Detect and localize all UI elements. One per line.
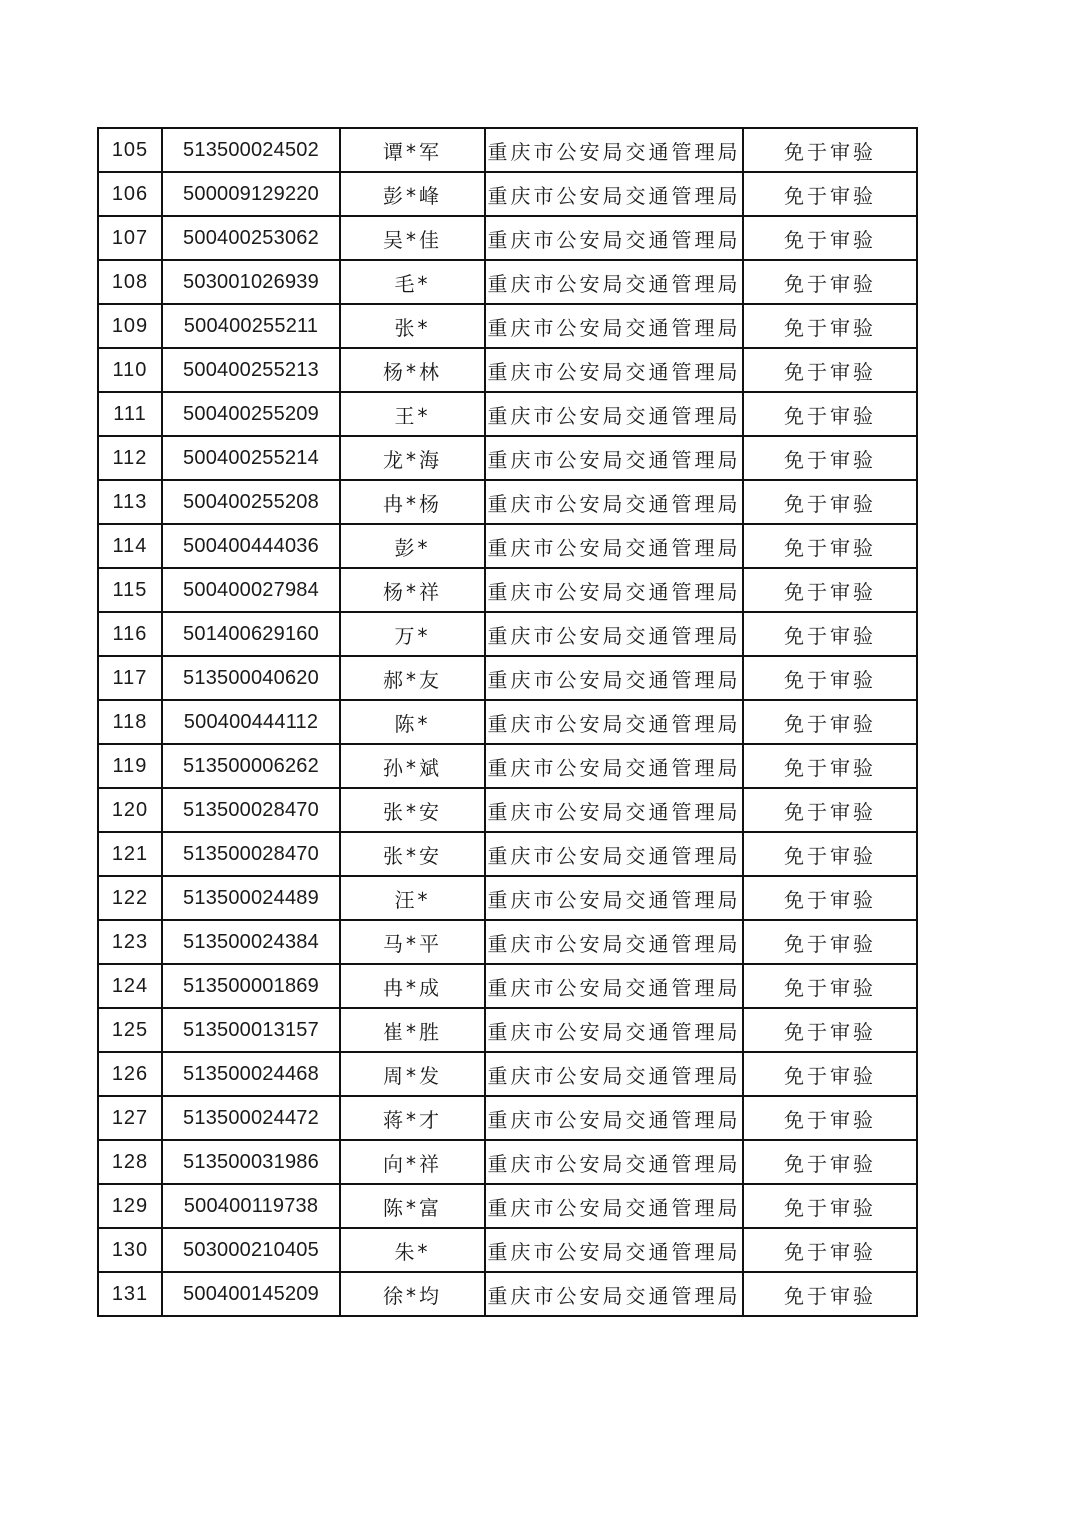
issuing-authority-cell: 重庆市公安局交通管理局 xyxy=(485,480,743,524)
issuing-authority-cell: 重庆市公安局交通管理局 xyxy=(485,1228,743,1272)
issuing-authority-cell: 重庆市公安局交通管理局 xyxy=(485,832,743,876)
sequence-number-cell: 129 xyxy=(98,1184,162,1228)
issuing-authority-cell: 重庆市公安局交通管理局 xyxy=(485,216,743,260)
holder-name-cell: 毛* xyxy=(340,260,485,304)
license-number-cell: 500400119738 xyxy=(162,1184,340,1228)
review-status-cell: 免于审验 xyxy=(743,612,917,656)
sequence-number-cell: 125 xyxy=(98,1008,162,1052)
license-number-cell: 513500006262 xyxy=(162,744,340,788)
issuing-authority-cell: 重庆市公安局交通管理局 xyxy=(485,612,743,656)
table-row xyxy=(98,1184,917,1228)
license-number-cell: 500400255211 xyxy=(162,304,340,348)
issuing-authority-cell: 重庆市公安局交通管理局 xyxy=(485,172,743,216)
issuing-authority-cell: 重庆市公安局交通管理局 xyxy=(485,568,743,612)
review-status-cell: 免于审验 xyxy=(743,524,917,568)
holder-name-cell: 谭*军 xyxy=(340,128,485,172)
issuing-authority-cell: 重庆市公安局交通管理局 xyxy=(485,876,743,920)
sequence-number-cell: 112 xyxy=(98,436,162,480)
holder-name-cell: 孙*斌 xyxy=(340,744,485,788)
license-number-cell: 513500031986 xyxy=(162,1140,340,1184)
holder-name-cell: 张* xyxy=(340,304,485,348)
license-number-cell: 500400255214 xyxy=(162,436,340,480)
holder-name-cell: 杨*祥 xyxy=(340,568,485,612)
sequence-number-cell: 119 xyxy=(98,744,162,788)
license-number-cell: 500400255208 xyxy=(162,480,340,524)
sequence-number-cell: 120 xyxy=(98,788,162,832)
review-status-cell: 免于审验 xyxy=(743,436,917,480)
issuing-authority-cell: 重庆市公安局交通管理局 xyxy=(485,700,743,744)
holder-name-cell: 马*平 xyxy=(340,920,485,964)
issuing-authority-cell: 重庆市公安局交通管理局 xyxy=(485,348,743,392)
sequence-number-cell: 127 xyxy=(98,1096,162,1140)
table-row xyxy=(98,788,917,832)
issuing-authority-cell: 重庆市公安局交通管理局 xyxy=(485,1184,743,1228)
license-number-cell: 500009129220 xyxy=(162,172,340,216)
review-status-cell: 免于审验 xyxy=(743,964,917,1008)
review-status-cell: 免于审验 xyxy=(743,1272,917,1316)
license-number-cell: 513500024468 xyxy=(162,1052,340,1096)
sequence-number-cell: 115 xyxy=(98,568,162,612)
holder-name-cell: 徐*均 xyxy=(340,1272,485,1316)
table-row xyxy=(98,216,917,260)
holder-name-cell: 杨*林 xyxy=(340,348,485,392)
license-number-cell: 513500024384 xyxy=(162,920,340,964)
table-row xyxy=(98,920,917,964)
sequence-number-cell: 123 xyxy=(98,920,162,964)
table-row xyxy=(98,1140,917,1184)
review-status-cell: 免于审验 xyxy=(743,348,917,392)
table-row xyxy=(98,304,917,348)
sequence-number-cell: 124 xyxy=(98,964,162,1008)
issuing-authority-cell: 重庆市公安局交通管理局 xyxy=(485,524,743,568)
review-status-cell: 免于审验 xyxy=(743,260,917,304)
issuing-authority-cell: 重庆市公安局交通管理局 xyxy=(485,788,743,832)
issuing-authority-cell: 重庆市公安局交通管理局 xyxy=(485,304,743,348)
holder-name-cell: 蒋*才 xyxy=(340,1096,485,1140)
sequence-number-cell: 122 xyxy=(98,876,162,920)
sequence-number-cell: 107 xyxy=(98,216,162,260)
table-row xyxy=(98,568,917,612)
holder-name-cell: 张*安 xyxy=(340,832,485,876)
issuing-authority-cell: 重庆市公安局交通管理局 xyxy=(485,260,743,304)
license-number-cell: 500400253062 xyxy=(162,216,340,260)
holder-name-cell: 崔*胜 xyxy=(340,1008,485,1052)
table-row xyxy=(98,1096,917,1140)
holder-name-cell: 郝*友 xyxy=(340,656,485,700)
license-number-cell: 500400145209 xyxy=(162,1272,340,1316)
license-number-cell: 513500028470 xyxy=(162,832,340,876)
sequence-number-cell: 117 xyxy=(98,656,162,700)
table-row xyxy=(98,656,917,700)
review-status-cell: 免于审验 xyxy=(743,744,917,788)
license-number-cell: 513500024489 xyxy=(162,876,340,920)
license-number-cell: 503000210405 xyxy=(162,1228,340,1272)
holder-name-cell: 周*发 xyxy=(340,1052,485,1096)
holder-name-cell: 王* xyxy=(340,392,485,436)
license-number-cell: 500400027984 xyxy=(162,568,340,612)
sequence-number-cell: 105 xyxy=(98,128,162,172)
sequence-number-cell: 113 xyxy=(98,480,162,524)
license-number-cell: 513500001869 xyxy=(162,964,340,1008)
issuing-authority-cell: 重庆市公安局交通管理局 xyxy=(485,1272,743,1316)
issuing-authority-cell: 重庆市公安局交通管理局 xyxy=(485,1140,743,1184)
table-row xyxy=(98,700,917,744)
table-row xyxy=(98,1008,917,1052)
issuing-authority-cell: 重庆市公安局交通管理局 xyxy=(485,392,743,436)
table-row xyxy=(98,1272,917,1316)
license-number-cell: 500400255209 xyxy=(162,392,340,436)
issuing-authority-cell: 重庆市公安局交通管理局 xyxy=(485,1008,743,1052)
holder-name-cell: 彭*峰 xyxy=(340,172,485,216)
holder-name-cell: 彭* xyxy=(340,524,485,568)
table-row xyxy=(98,744,917,788)
table-row xyxy=(98,480,917,524)
review-status-cell: 免于审验 xyxy=(743,1140,917,1184)
review-status-cell: 免于审验 xyxy=(743,876,917,920)
sequence-number-cell: 106 xyxy=(98,172,162,216)
issuing-authority-cell: 重庆市公安局交通管理局 xyxy=(485,1052,743,1096)
holder-name-cell: 冉*杨 xyxy=(340,480,485,524)
holder-name-cell: 朱* xyxy=(340,1228,485,1272)
review-status-cell: 免于审验 xyxy=(743,788,917,832)
license-number-cell: 500400255213 xyxy=(162,348,340,392)
issuing-authority-cell: 重庆市公安局交通管理局 xyxy=(485,920,743,964)
holder-name-cell: 吴*佳 xyxy=(340,216,485,260)
sequence-number-cell: 118 xyxy=(98,700,162,744)
holder-name-cell: 冉*成 xyxy=(340,964,485,1008)
review-status-cell: 免于审验 xyxy=(743,700,917,744)
issuing-authority-cell: 重庆市公安局交通管理局 xyxy=(485,1096,743,1140)
license-number-cell: 500400444112 xyxy=(162,700,340,744)
issuing-authority-cell: 重庆市公安局交通管理局 xyxy=(485,656,743,700)
table-row xyxy=(98,832,917,876)
table-row xyxy=(98,612,917,656)
table-row xyxy=(98,1052,917,1096)
sequence-number-cell: 116 xyxy=(98,612,162,656)
license-number-cell: 500400444036 xyxy=(162,524,340,568)
holder-name-cell: 陈*富 xyxy=(340,1184,485,1228)
license-number-cell: 513500013157 xyxy=(162,1008,340,1052)
issuing-authority-cell: 重庆市公安局交通管理局 xyxy=(485,128,743,172)
holder-name-cell: 向*祥 xyxy=(340,1140,485,1184)
review-status-cell: 免于审验 xyxy=(743,304,917,348)
sequence-number-cell: 109 xyxy=(98,304,162,348)
review-status-cell: 免于审验 xyxy=(743,920,917,964)
review-status-cell: 免于审验 xyxy=(743,656,917,700)
review-status-cell: 免于审验 xyxy=(743,480,917,524)
sequence-number-cell: 130 xyxy=(98,1228,162,1272)
table-row xyxy=(98,524,917,568)
review-status-cell: 免于审验 xyxy=(743,1096,917,1140)
record-table-body xyxy=(98,128,917,1316)
review-status-cell: 免于审验 xyxy=(743,832,917,876)
holder-name-cell: 张*安 xyxy=(340,788,485,832)
sequence-number-cell: 131 xyxy=(98,1272,162,1316)
issuing-authority-cell: 重庆市公安局交通管理局 xyxy=(485,436,743,480)
table-row xyxy=(98,128,917,172)
table-row xyxy=(98,964,917,1008)
table-row xyxy=(98,436,917,480)
table-row xyxy=(98,876,917,920)
review-status-cell: 免于审验 xyxy=(743,1228,917,1272)
holder-name-cell: 陈* xyxy=(340,700,485,744)
table-row xyxy=(98,260,917,304)
sequence-number-cell: 108 xyxy=(98,260,162,304)
license-number-cell: 503001026939 xyxy=(162,260,340,304)
table-row xyxy=(98,1228,917,1272)
table-row xyxy=(98,172,917,216)
license-number-cell: 501400629160 xyxy=(162,612,340,656)
license-number-cell: 513500024502 xyxy=(162,128,340,172)
holder-name-cell: 龙*海 xyxy=(340,436,485,480)
holder-name-cell: 汪* xyxy=(340,876,485,920)
table-row xyxy=(98,392,917,436)
review-status-cell: 免于审验 xyxy=(743,1008,917,1052)
sequence-number-cell: 110 xyxy=(98,348,162,392)
review-status-cell: 免于审验 xyxy=(743,216,917,260)
sequence-number-cell: 114 xyxy=(98,524,162,568)
sequence-number-cell: 111 xyxy=(98,392,162,436)
review-status-cell: 免于审验 xyxy=(743,172,917,216)
review-status-cell: 免于审验 xyxy=(743,568,917,612)
holder-name-cell: 万* xyxy=(340,612,485,656)
sequence-number-cell: 126 xyxy=(98,1052,162,1096)
sequence-number-cell: 128 xyxy=(98,1140,162,1184)
sequence-number-cell: 121 xyxy=(98,832,162,876)
review-status-cell: 免于审验 xyxy=(743,128,917,172)
table-row xyxy=(98,348,917,392)
license-number-cell: 513500040620 xyxy=(162,656,340,700)
license-number-cell: 513500024472 xyxy=(162,1096,340,1140)
review-status-cell: 免于审验 xyxy=(743,1184,917,1228)
review-status-cell: 免于审验 xyxy=(743,1052,917,1096)
issuing-authority-cell: 重庆市公安局交通管理局 xyxy=(485,964,743,1008)
license-number-cell: 513500028470 xyxy=(162,788,340,832)
record-table xyxy=(97,127,918,1317)
review-status-cell: 免于审验 xyxy=(743,392,917,436)
issuing-authority-cell: 重庆市公安局交通管理局 xyxy=(485,744,743,788)
